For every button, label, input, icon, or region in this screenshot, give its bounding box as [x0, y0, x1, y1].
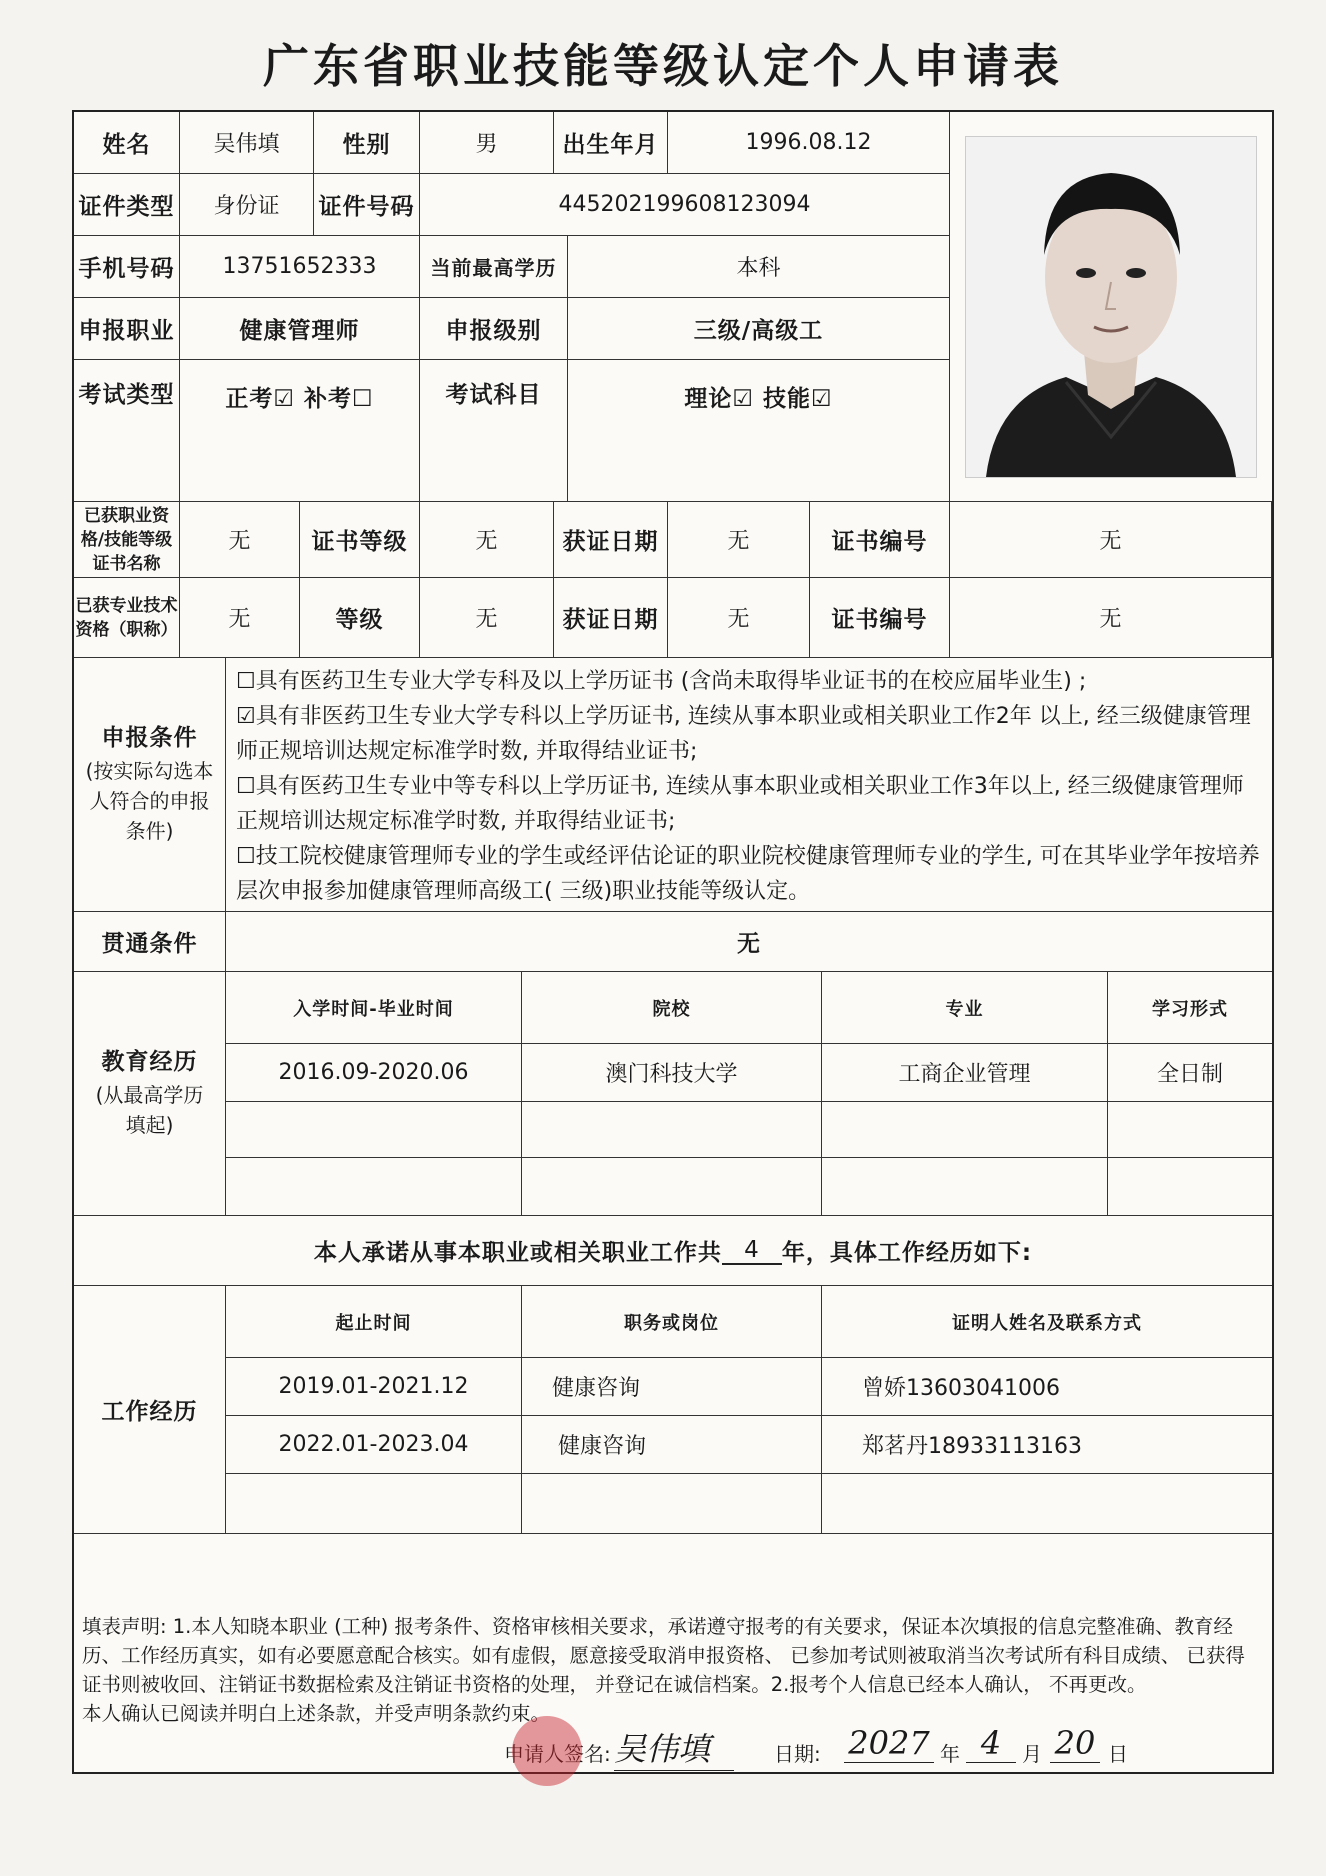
through-value: 无 [226, 912, 1272, 972]
condition-item-3: ☐具有医药卫生专业中等专科以上学历证书, 连续从事本职业或相关职业工作3年以上, 经三级健康管理师正规培训达规定标准学时数, 并取得结业证书; [236, 774, 1244, 834]
cert-no-value-2: 无 [950, 578, 1272, 658]
qual-title-value: 无 [180, 578, 300, 658]
edu-label: 当前最高学历 [420, 236, 568, 298]
cert-no-label-2: 证书编号 [810, 578, 950, 658]
edu-empty-cell [226, 1102, 522, 1158]
work-witness-1: 曾娇13603041006 [822, 1358, 1272, 1416]
date-label: 日期: [774, 1742, 821, 1766]
sign-day: 20 [1050, 1724, 1100, 1763]
qual-cert-label: 已获职业资格/技能等级证书名称 [74, 502, 180, 578]
title-level-label: 等级 [300, 578, 420, 658]
birth-value: 1996.08.12 [668, 112, 950, 174]
year-unit: 年 [940, 1742, 960, 1766]
exam-type-value: 正考☑ 补考☐ [180, 360, 420, 502]
cert-date-label-2: 获证日期 [554, 578, 668, 658]
signature-label: 申请人签名: [504, 1742, 611, 1766]
work-header-period: 起止时间 [226, 1286, 522, 1358]
work-position-1: 健康咨询 [522, 1358, 822, 1416]
gender-value: 男 [420, 112, 554, 174]
condition-item-2: ☑具有非医药卫生专业大学专科以上学历证书, 连续从事本职业或相关职业工作2年 以上, 经三级健康管理师正规培训达规定标准学时数, 并取得结业证书; [236, 704, 1251, 764]
title-level-value: 无 [420, 578, 554, 658]
id-type-label: 证件类型 [74, 174, 180, 236]
id-type-value: 身份证 [180, 174, 314, 236]
occupation-label: 申报职业 [74, 298, 180, 360]
name-value: 吴伟填 [180, 112, 314, 174]
portrait-image [965, 136, 1257, 478]
through-label: 贯通条件 [74, 912, 226, 972]
declaration-text: 填表声明: 1.本人知晓本职业 (工种) 报考条件、资格审核相关要求，承诺遵守报考的有关要求，保证本次填报的信息完整准确、教育经历、工作经历真实，如有必要愿意配合核实。如有虚假，愿意接受取消申报资格、 已参加考试则被取消当次考试所有科目成绩、 已获得证书则被收回、注销证书数据检索及注销证书资格的处理， 并登记在诚信档案。2.报考个人信息已经本人确认， 不再更改。 [82, 1615, 1245, 1696]
red-seal-stamp [512, 1716, 582, 1786]
work-period-2: 2022.01-2023.04 [226, 1416, 522, 1474]
level-label: 申报级别 [420, 298, 568, 360]
edu-school: 澳门科技大学 [522, 1044, 822, 1102]
edu-header-school: 院校 [522, 972, 822, 1044]
education-sublabel: (从最高学历填起) [95, 1083, 204, 1137]
phone-label: 手机号码 [74, 236, 180, 298]
edu-header-period: 入学时间-毕业时间 [226, 972, 522, 1044]
application-form [72, 110, 1274, 1774]
education-label: 教育经历 [101, 1049, 198, 1075]
work-empty-cell [522, 1474, 822, 1534]
subjects-label: 考试科目 [420, 360, 568, 502]
gender-label: 性别 [314, 112, 420, 174]
cert-date-value-1: 无 [668, 502, 810, 578]
cert-level-value: 无 [420, 502, 554, 578]
cert-level-label: 证书等级 [300, 502, 420, 578]
qual-title-label: 已获专业技术资格（职称） [74, 578, 180, 658]
conditions-list [226, 660, 1272, 913]
work-witness-2: 郑茗丹18933113163 [822, 1416, 1272, 1474]
signature-name: 吴伟填 [614, 1724, 734, 1771]
edu-empty-cell [522, 1158, 822, 1216]
birth-label: 出生年月 [554, 112, 668, 174]
work-position-2: 健康咨询 [522, 1416, 822, 1474]
subjects-value: 理论☑ 技能☑ [568, 360, 950, 502]
id-no-value: 445202199608123094 [420, 174, 950, 236]
cert-no-label-1: 证书编号 [810, 502, 950, 578]
conditions-sublabel: (按实际勾选本人符合的申报条件) [85, 759, 214, 843]
edu-period: 2016.09-2020.06 [226, 1044, 522, 1102]
month-unit: 月 [1022, 1742, 1042, 1766]
work-period-1: 2019.01-2021.12 [226, 1358, 522, 1416]
work-header-position: 职务或岗位 [522, 1286, 822, 1358]
edu-empty-cell [1108, 1102, 1272, 1158]
education-label-cell [74, 972, 226, 1216]
exam-type-label: 考试类型 [74, 360, 180, 502]
name-label: 姓名 [74, 112, 180, 174]
occupation-value: 健康管理师 [180, 298, 420, 360]
work-empty-cell [822, 1474, 1272, 1534]
cert-date-value-2: 无 [668, 578, 810, 658]
edu-mode: 全日制 [1108, 1044, 1272, 1102]
level-value: 三级/高级工 [568, 298, 950, 360]
edu-empty-cell [226, 1158, 522, 1216]
edu-empty-cell [1108, 1158, 1272, 1216]
phone-value: 13751652333 [180, 236, 420, 298]
edu-value: 本科 [568, 236, 950, 298]
edu-empty-cell [822, 1158, 1108, 1216]
conditions-label: 申报条件 [101, 725, 198, 751]
declaration [82, 1612, 1262, 1728]
edu-header-major: 专业 [822, 972, 1108, 1044]
id-photo [950, 112, 1272, 502]
sign-month: 4 [966, 1724, 1016, 1763]
conditions-label-cell [74, 658, 226, 912]
day-unit: 日 [1108, 1742, 1128, 1766]
id-no-label: 证件号码 [314, 174, 420, 236]
condition-item-1: ☐具有医药卫生专业大学专科及以上学历证书 (含尚未取得毕业证书的在校应届毕业生) ; [236, 669, 1087, 694]
work-pledge-prefix: 本人承诺从事本职业或相关职业工作共 [313, 1240, 722, 1266]
declaration-confirm: 本人确认已阅读并明白上述条款，并受声明条款约束。 [82, 1702, 551, 1725]
sign-year: 2027 [844, 1724, 934, 1763]
qual-cert-value: 无 [180, 502, 300, 578]
edu-empty-cell [522, 1102, 822, 1158]
work-pledge [74, 1216, 1272, 1286]
work-pledge-years: 4 [722, 1237, 782, 1265]
edu-empty-cell [822, 1102, 1108, 1158]
edu-header-mode: 学习形式 [1108, 972, 1272, 1044]
cert-date-label-1: 获证日期 [554, 502, 668, 578]
form-title: 广东省职业技能等级认定个人申请表 [263, 39, 1063, 93]
work-header-witness: 证明人姓名及联系方式 [822, 1286, 1272, 1358]
work-empty-cell [226, 1474, 522, 1534]
work-pledge-suffix: 年，具体工作经历如下: [781, 1240, 1033, 1266]
cert-no-value-1: 无 [950, 502, 1272, 578]
condition-item-4: ☐技工院校健康管理师专业的学生或经评估论证的职业院校健康管理师专业的学生, 可在其毕业学年按培养层次申报参加健康管理师高级工( 三级)职业技能等级认定。 [236, 844, 1260, 904]
work-label: 工作经历 [74, 1286, 226, 1534]
edu-major: 工商企业管理 [822, 1044, 1108, 1102]
